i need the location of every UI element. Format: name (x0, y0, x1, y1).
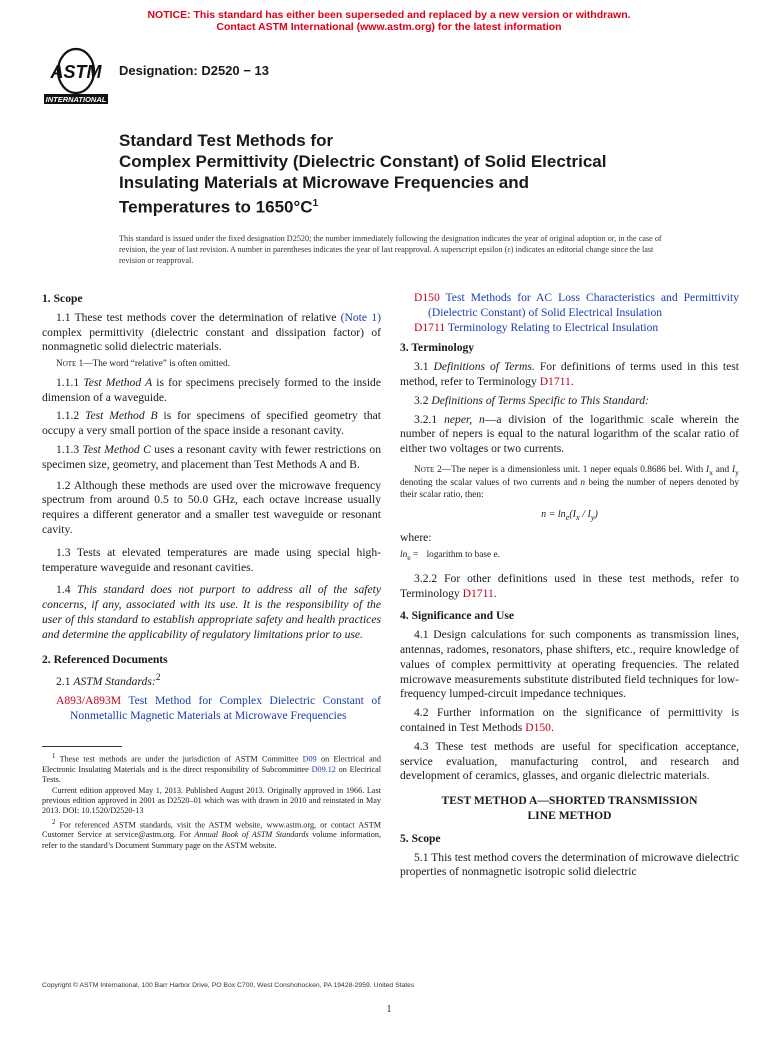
title-footnote-mark: 1 (312, 198, 319, 209)
d150-link[interactable]: D150 (525, 721, 551, 735)
para-3-2: 3.2 Definitions of Terms Specific to This Standard: (414, 393, 649, 407)
test-method-a-heading: TEST METHOD A—SHORTED TRANSMISSION LINE METHOD (441, 794, 698, 823)
logo-letters: ASTM (50, 62, 102, 82)
withdrawal-notice (0, 9, 778, 33)
ref-a893 (56, 694, 381, 724)
para-4-2: 4.2 Further information on the significance of permittivity is contained in Test Methods D150. (400, 706, 739, 735)
d1711-link-1[interactable]: D1711 (539, 374, 571, 388)
title-line-4: Temperatures to 1650°C (119, 197, 313, 217)
section-4-heading: 4. Significance and Use (400, 609, 515, 623)
notice-line-2: Contact ASTM International (www.astm.org) for the latest information (216, 21, 562, 33)
title-line-3: Insulating Materials at Microwave Frequencies and (119, 173, 530, 192)
section-5-heading: 5. Scope (400, 831, 441, 845)
note-1: Note 1—The word “relative” is often omitted. (56, 359, 230, 370)
section-1-heading: 1. Scope (42, 292, 83, 305)
left-column (42, 292, 381, 852)
ref-d150-link[interactable]: D150 Test Methods for AC Loss Characteristics and Permittivity (Dielectric Constant) of Solid Electrical Insulation (414, 291, 739, 319)
ref-d150 (414, 291, 739, 321)
committee-d09-link[interactable]: D09 (302, 754, 317, 764)
para-3-2-2: 3.2.2 For other definitions used in these test methods, refer to Terminology D1711. (400, 571, 739, 600)
ref-d1711-link[interactable]: D1711 Terminology Relating to Electrical Insulation (414, 320, 659, 334)
right-column (400, 291, 739, 884)
astm-logo-icon (42, 47, 110, 105)
footnote-2: $^2$ For referenced ASTM standards, visit the ASTM website, www.astm.org, or contact ASTM Customer Service at service@astm.org. For Annual Book of ASTM Standards volume information, refer to the standard’s Document Summary page on the ASTM website. (42, 818, 382, 850)
copyright-line: Copyright © ASTM International, 100 Barr Harbor Drive, PO Box C700, West Conshohocken, PA 19428-2959. United States (42, 982, 415, 989)
ref-d1711 (414, 321, 739, 336)
para-1-2: 1.2 Although these methods are used over the microwave frequency spectrum from around 0.5 to 50.0 GHz, each octave increase usually requires a different generator and a smaller test waveguide or resonant cavity. (42, 478, 381, 536)
para-2-1: 2.1 ASTM Standards:$^2$ (56, 672, 161, 689)
para-1-1-1: 1.1.1 Test Method A is for specimens precisely formed to the inside dimension of a waveguide. (42, 375, 381, 404)
note-2: Note 2—The neper is a dimensionless unit. 1 neper equals 0.8686 bel. With $I_x$ and $I_y$ denoting the scalar values of two currents and n being the number of nepers denoted by their scalar ratio, then: (400, 464, 740, 501)
notice-line-1: NOTICE: This standard has either been superseded and replaced by a new version or withdrawn. (147, 9, 631, 21)
logo-international-text: INTERNATIONAL (45, 95, 107, 104)
note-1-link[interactable]: (Note 1) (340, 310, 381, 324)
subcommittee-link[interactable]: D09.12 (311, 764, 336, 774)
para-4-3: 4.3 These test methods are useful for specification acceptance, service evaluation, manufacturing control, and research and development of ceramics, glasses, and organic dielectric materials. (400, 739, 739, 783)
para-1-1: 1.1 These test methods cover the determination of relative (Note 1) complex permittivity (dielectric constant and dissipation factor) of nonmagnetic solid dielectric materials. (42, 310, 381, 354)
title-line-1: Standard Test Methods for (119, 131, 334, 150)
para-1-1-3: 1.1.3 Test Method C uses a resonant cavity with fewer restrictions on specimen size, geometry, and placement than Test Methods A and B. (42, 442, 381, 471)
para-3-2-1: 3.2.1 neper, n—a division of the logarithmic scale wherein the number of nepers is equal to the natural logarithm of the scalar ratio of either two voltages or two currents. (400, 412, 739, 456)
page-number: 1 (386, 1004, 392, 1015)
d1711-link-2[interactable]: D1711 (462, 586, 494, 600)
issued-statement: This standard is issued under the fixed designation D2520; the number immediately following the designation indicates the year of original adoption or, in the case of revision, the year of last revision. A number in parentheses indicates the year of last reapproval. A superscript epsilon (ε) indicates an editorial change since the last revision or reapproval. (119, 234, 662, 265)
para-4-1: 4.1 Design calculations for such components as transmission lines, antennas, radomes, resonators, phase shifters, etc., require knowledge of values of complex permittivity at operating frequencies. The related microwave measurements substitute distributed field techniques for low-frequency lumped-circuit impedance techniques. (400, 628, 739, 701)
section-2-heading: 2. Referenced Documents (42, 652, 168, 666)
para-1-4: 1.4 This standard does not purport to address all of the safety concerns, if any, associated with its use. It is the responsibility of the user of this standard to establish appropriate safety and health practices and determine the applicability of regulatory limitations prior to use. (42, 583, 382, 641)
footnote-1-edition: Current edition approved May 1, 2013. Published August 2013. Originally approved in 1966. Last previous edition approved in 2001 as D2520–01 which was with drawn in 2010 and reinstated in May 2013. DOI: 10.1520/D2520-13 (42, 785, 381, 816)
footnote-1: $^1$ These test methods are under the jurisdiction of ASTM Committee D09 on Electrical and Electronic Insulating Materials and is the direct responsibility of Subcommittee D09.12 on Electrical Tests. (42, 752, 381, 784)
para-1-1-2: 1.1.2 Test Method B is for specimens of specified geometry that occupy a very small portion of the space inside a resonant cavity. (42, 409, 381, 438)
title-line-2: Complex Permittivity (Dielectric Constant) of Solid Electrical (119, 152, 607, 171)
para-5-1: 5.1 This test method covers the determination of microwave dielectric properties of nonmagnetic isotropic solid dielectric (400, 850, 739, 879)
document-title (119, 130, 679, 218)
designation: Designation: D2520 − 13 (119, 63, 269, 78)
section-3-heading: 3. Terminology (400, 341, 475, 355)
ref-a893-link[interactable]: A893/A893M Test Method for Complex Dielectric Constant of Nonmetallic Magnetic Materials at Microwave Frequencies (56, 693, 381, 722)
where-label: where: (400, 531, 432, 545)
definition-lne: $\ln_e$ = logarithm to base e. (400, 550, 500, 563)
para-1-3: 1.3 Tests at elevated temperatures are made using special high-temperature waveguide and resonant cavities. (42, 545, 381, 574)
para-3-1: 3.1 Definitions of Terms. For definitions of terms used in this test method, refer to Terminology D1711. (400, 360, 740, 388)
neper-equation: $n = \ln_e(I_x / I_y)$ (541, 508, 598, 522)
footnote-divider (42, 746, 122, 747)
